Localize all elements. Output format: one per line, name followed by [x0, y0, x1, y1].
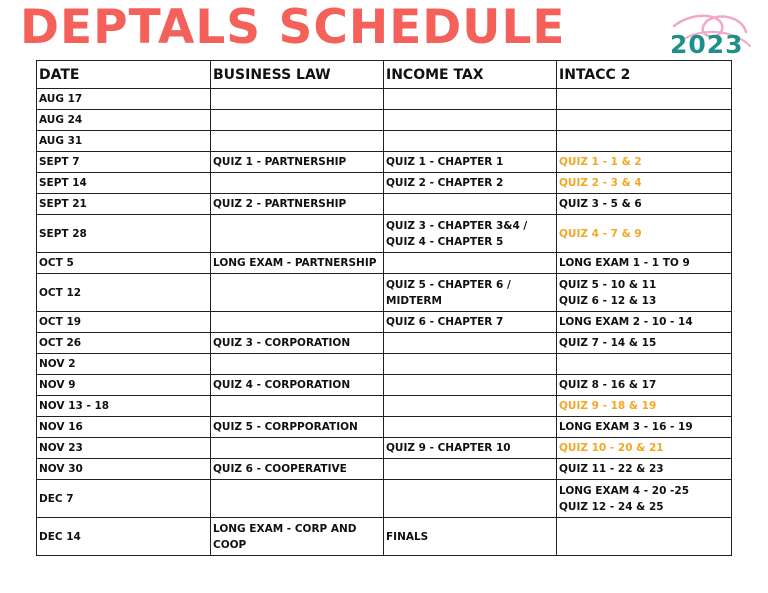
cell-income-tax: [384, 131, 557, 152]
cell-income-tax: [384, 194, 557, 215]
table-row: [37, 480, 732, 518]
cell-business-law: [211, 518, 384, 556]
cell-business-law: [211, 173, 384, 194]
table-row: [37, 253, 732, 274]
cell-line: QUIZ 5 - 10 & 11: [559, 278, 657, 291]
table-row: [37, 173, 732, 194]
table-row: [37, 396, 732, 417]
cell-date: NOV 16: [37, 417, 211, 438]
cell-income-tax: [384, 274, 557, 312]
cell-income-tax: [384, 417, 557, 438]
cell-business-law: [211, 131, 384, 152]
year-badge: [664, 8, 756, 64]
cell-income-tax: QUIZ 9 - CHAPTER 10: [384, 438, 557, 459]
cell-intacc-2: QUIZ 3 - 5 & 6: [557, 194, 732, 215]
cell-intacc-2: QUIZ 7 - 14 & 15: [557, 333, 732, 354]
cell-business-law: [211, 274, 384, 312]
cell-intacc-2: [557, 480, 732, 518]
cell-date: NOV 23: [37, 438, 211, 459]
table-row: [37, 417, 732, 438]
cell-income-tax: QUIZ 2 - CHAPTER 2: [384, 173, 557, 194]
cell-income-tax: [384, 354, 557, 375]
cell-line: QUIZ 6 - 12 & 13: [559, 294, 657, 307]
cell-business-law: QUIZ 4 - CORPORATION: [211, 375, 384, 396]
cell-line: QUIZ 5 - CHAPTER 6 /: [386, 278, 511, 291]
cell-line: QUIZ 3 - CHAPTER 3&4 /: [386, 219, 528, 232]
cell-intacc-2: LONG EXAM 2 - 10 - 14: [557, 312, 732, 333]
cell-business-law: [211, 215, 384, 253]
cell-date: NOV 30: [37, 459, 211, 480]
cell-line: QUIZ 12 - 24 & 25: [559, 500, 664, 513]
cell-date: DEC 7: [37, 480, 211, 518]
cell-intacc-2: LONG EXAM 1 - 1 TO 9: [557, 253, 732, 274]
cell-date: SEPT 7: [37, 152, 211, 173]
page-title: DEPTALS SCHEDULE: [20, 0, 566, 55]
cell-date: SEPT 21: [37, 194, 211, 215]
cell-date: OCT 12: [37, 274, 211, 312]
cell-date: SEPT 14: [37, 173, 211, 194]
cell-intacc-2: [557, 110, 732, 131]
cell-business-law: [211, 312, 384, 333]
table-header-row: [37, 61, 732, 89]
cell-income-tax: [384, 215, 557, 253]
header-income-tax: INCOME TAX: [384, 61, 557, 89]
cell-business-law: QUIZ 3 - CORPORATION: [211, 333, 384, 354]
cell-date: AUG 17: [37, 89, 211, 110]
cell-business-law: [211, 480, 384, 518]
cell-business-law: [211, 89, 384, 110]
schedule-table: [36, 60, 732, 556]
table-row: [37, 274, 732, 312]
cell-intacc-2: QUIZ 10 - 20 & 21: [557, 438, 732, 459]
cell-line: LONG EXAM - CORP AND: [213, 522, 357, 535]
cell-line: LONG EXAM 4 - 20 -25: [559, 484, 690, 497]
cell-date: AUG 24: [37, 110, 211, 131]
cell-intacc-2: [557, 274, 732, 312]
table-row: [37, 194, 732, 215]
cell-business-law: QUIZ 1 - PARTNERSHIP: [211, 152, 384, 173]
table-row: [37, 89, 732, 110]
cell-income-tax: [384, 253, 557, 274]
cell-income-tax: QUIZ 6 - CHAPTER 7: [384, 312, 557, 333]
cell-business-law: QUIZ 2 - PARTNERSHIP: [211, 194, 384, 215]
cell-line: MIDTERM: [386, 294, 442, 307]
year-label: 2023: [670, 30, 744, 59]
table-row: [37, 110, 732, 131]
cell-intacc-2: [557, 354, 732, 375]
cell-intacc-2: QUIZ 1 - 1 & 2: [557, 152, 732, 173]
cell-business-law: QUIZ 6 - COOPERATIVE: [211, 459, 384, 480]
cell-date: OCT 26: [37, 333, 211, 354]
cell-income-tax: FINALS: [384, 518, 557, 556]
cell-intacc-2: QUIZ 2 - 3 & 4: [557, 173, 732, 194]
table-row: [37, 131, 732, 152]
cell-date: OCT 5: [37, 253, 211, 274]
cell-intacc-2: [557, 131, 732, 152]
cell-income-tax: [384, 375, 557, 396]
cell-income-tax: [384, 333, 557, 354]
cell-income-tax: [384, 480, 557, 518]
table-row: [37, 354, 732, 375]
cell-intacc-2: QUIZ 8 - 16 & 17: [557, 375, 732, 396]
table-row: [37, 152, 732, 173]
cell-business-law: [211, 110, 384, 131]
cell-date: AUG 31: [37, 131, 211, 152]
cell-date: SEPT 28: [37, 215, 211, 253]
cell-income-tax: [384, 459, 557, 480]
cell-intacc-2: [557, 89, 732, 110]
cell-intacc-2: LONG EXAM 3 - 16 - 19: [557, 417, 732, 438]
cell-date: NOV 2: [37, 354, 211, 375]
cell-intacc-2: QUIZ 11 - 22 & 23: [557, 459, 732, 480]
cell-business-law: [211, 438, 384, 459]
cell-intacc-2: QUIZ 9 - 18 & 19: [557, 396, 732, 417]
table-row: [37, 333, 732, 354]
table-row: [37, 459, 732, 480]
table-row: [37, 215, 732, 253]
cell-income-tax: [384, 89, 557, 110]
cell-business-law: [211, 396, 384, 417]
cell-income-tax: QUIZ 1 - CHAPTER 1: [384, 152, 557, 173]
cell-line: QUIZ 4 - CHAPTER 5: [386, 235, 504, 248]
table-row: [37, 375, 732, 396]
header-date: DATE: [37, 61, 211, 89]
cell-business-law: [211, 354, 384, 375]
cell-date: NOV 13 - 18: [37, 396, 211, 417]
cell-income-tax: [384, 396, 557, 417]
table-row: [37, 438, 732, 459]
table-row: [37, 518, 732, 556]
cell-date: OCT 19: [37, 312, 211, 333]
header-intacc-2: INTACC 2: [557, 61, 732, 89]
cell-intacc-2: [557, 518, 732, 556]
cell-line: COOP: [213, 538, 247, 551]
cell-income-tax: [384, 110, 557, 131]
header-business-law: BUSINESS LAW: [211, 61, 384, 89]
cell-business-law: QUIZ 5 - CORPPORATION: [211, 417, 384, 438]
cell-date: NOV 9: [37, 375, 211, 396]
cell-intacc-2: QUIZ 4 - 7 & 9: [557, 215, 732, 253]
cell-date: DEC 14: [37, 518, 211, 556]
cell-business-law: LONG EXAM - PARTNERSHIP: [211, 253, 384, 274]
table-row: [37, 312, 732, 333]
